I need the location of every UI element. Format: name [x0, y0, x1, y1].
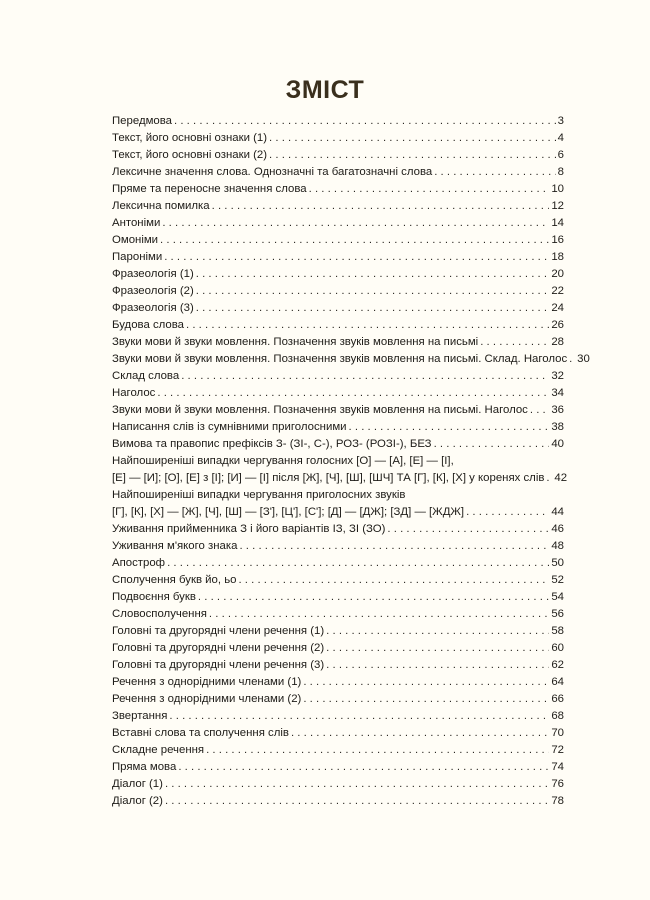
toc-entry-title: Подвоєння букв [112, 591, 196, 603]
toc-entry [112, 657, 564, 674]
dot-leader [157, 385, 549, 402]
dot-leader [165, 776, 549, 793]
toc-entry-title: Вставні слова та сполучення слів [112, 727, 289, 739]
dot-leader [569, 351, 575, 368]
dot-leader [196, 300, 550, 317]
toc-entry-title: Звуки мови й звуки мовлення. Позначення звуків мовлення на письмі. Наголос [112, 404, 528, 416]
toc-entry [112, 640, 564, 657]
dot-leader [309, 181, 550, 198]
toc-entry-page: 62 [551, 659, 564, 671]
toc-entry [112, 351, 590, 368]
toc-entry-title: Пряме та переносне значення слова [112, 183, 307, 195]
toc-entry-page: 72 [551, 744, 564, 756]
dot-leader [196, 266, 550, 283]
toc-entry-title: Звертання [112, 710, 168, 722]
toc-entry [112, 402, 564, 419]
toc-entry [112, 147, 564, 164]
toc-entry [112, 708, 564, 725]
toc-entry-page: 60 [551, 642, 564, 654]
toc-entry [112, 198, 564, 215]
dot-leader [162, 215, 549, 232]
toc-entry-page: 68 [551, 710, 564, 722]
dot-leader [546, 470, 552, 487]
toc-entry-title: Пряма мова [112, 761, 177, 773]
dot-leader [269, 147, 556, 164]
toc-entry [112, 368, 564, 385]
toc-entry-title: Уживання м'якого знака [112, 540, 238, 552]
toc-entry [112, 300, 564, 317]
toc-entry [112, 334, 564, 351]
dot-leader [165, 793, 549, 810]
dot-leader [303, 691, 549, 708]
toc-entry-page: 52 [551, 574, 564, 586]
dot-leader [291, 725, 549, 742]
toc-entry-title: Головні та другорядні члени речення (2) [112, 642, 325, 654]
toc-entry-page: 56 [551, 608, 564, 620]
toc-entry-page: 40 [551, 438, 564, 450]
toc-entry-page: 22 [551, 285, 564, 297]
toc-entry [112, 385, 564, 402]
toc-entry-title: Фразеологія (3) [112, 302, 194, 314]
toc-entry-page: 76 [551, 778, 564, 790]
toc-entry-page: 34 [551, 387, 564, 399]
toc-entry-title: Уживання прийменника З і його варіантів ІЗ, ЗІ (ЗО) [112, 523, 386, 535]
toc-list [112, 113, 590, 810]
dot-leader [326, 640, 549, 657]
toc-entry-page: 8 [557, 166, 564, 178]
toc-entry-page: 18 [551, 251, 564, 263]
toc-entry-page: 36 [551, 404, 564, 416]
toc-entry-page: 14 [551, 217, 564, 229]
toc-entry-title: Омоніми [112, 234, 159, 246]
toc-entry-title: Словосполучення [112, 608, 207, 620]
toc-entry [112, 113, 564, 130]
dot-leader [326, 623, 549, 640]
toc-entry [112, 215, 564, 232]
toc-entry [112, 572, 564, 589]
toc-entry-title: Передмова [112, 115, 173, 127]
toc-entry-title-line: Найпоширеніші випадки чергування приголосних звуків [112, 489, 406, 501]
dot-leader [198, 589, 549, 606]
toc-entry-page: 12 [551, 200, 564, 212]
dot-leader [178, 759, 549, 776]
toc-entry [112, 164, 564, 181]
toc-entry [112, 317, 564, 334]
toc-entry [112, 266, 564, 283]
toc-entry-title-line: [Г], [К], [Х] — [Ж], [Ч], [Ш] — [З'], [Ц'], [С']; [Д] — [ДЖ]; [ЗД] — [ЖДЖ] [112, 506, 465, 518]
toc-entry-page: 66 [551, 693, 564, 705]
toc-entry-page: 24 [551, 302, 564, 314]
toc-entry-page: 48 [551, 540, 564, 552]
dot-leader [434, 164, 555, 181]
toc-entry-title: Лексична помилка [112, 200, 210, 212]
dot-leader [349, 419, 550, 436]
toc-entry-page: 26 [551, 319, 564, 331]
dot-leader [160, 232, 549, 249]
dot-leader [169, 708, 549, 725]
toc-entry [112, 181, 564, 198]
toc-entry-title: Діалог (2) [112, 795, 163, 807]
dot-leader [209, 606, 549, 623]
dot-leader [239, 538, 549, 555]
toc-entry-title: Фразеологія (1) [112, 268, 194, 280]
toc-entry [112, 419, 564, 436]
dot-leader [212, 198, 550, 215]
toc-entry-title: Написання слів із сумнівними приголосними [112, 421, 347, 433]
toc-entry [112, 759, 564, 776]
dot-leader [181, 368, 549, 385]
toc-entry-page: 58 [551, 625, 564, 637]
toc-entry-page: 46 [551, 523, 564, 535]
toc-entry-title: Антоніми [112, 217, 161, 229]
toc-entry [112, 691, 564, 708]
toc-entry-page: 50 [551, 557, 564, 569]
dot-leader [164, 249, 549, 266]
toc-entry-page: 30 [577, 353, 590, 365]
toc-entry-title: Головні та другорядні члени речення (1) [112, 625, 325, 637]
toc-entry-multiline [112, 487, 564, 521]
toc-entry [112, 606, 564, 623]
dot-leader [238, 572, 549, 589]
toc-entry-title: Наголос [112, 387, 156, 399]
toc-entry-title: Пароніми [112, 251, 163, 263]
toc-entry [112, 436, 564, 453]
dot-leader [530, 402, 549, 419]
toc-entry-title: Склад слова [112, 370, 180, 382]
toc-entry-title: Сполучення букв йо, ьо [112, 574, 237, 586]
toc-entry-page: 42 [554, 472, 568, 484]
toc-entry-page: 38 [551, 421, 564, 433]
toc-entry-title-line: Найпоширеніші випадки чергування голосних [О] — [А], [Е] — [І], [112, 455, 454, 467]
toc-entry-page: 78 [551, 795, 564, 807]
toc-entry-title-line: [Е] — [И]; [О], [Е] з [І]; [И] — [І] після [Ж], [Ч], [Ш], [ШЧ] ТА [Г], [К], [Х] у коренях слів [112, 472, 545, 484]
toc-entry-page: 74 [551, 761, 564, 773]
toc-entry [112, 589, 564, 606]
toc-entry [112, 521, 564, 538]
toc-entry-page: 16 [551, 234, 564, 246]
toc-entry [112, 538, 564, 555]
toc-entry-page: 64 [551, 676, 564, 688]
toc-entry-page: 44 [551, 506, 564, 518]
toc-entry [112, 793, 564, 810]
toc-entry-title: Речення з однорідними членами (2) [112, 693, 302, 705]
toc-entry-title: Складне речення [112, 744, 205, 756]
dot-leader [174, 113, 556, 130]
toc-entry-title: Головні та другорядні члени речення (3) [112, 659, 325, 671]
toc-entry [112, 742, 564, 759]
toc-entry-title: Звуки мови й звуки мовлення. Позначення звуків мовлення на письмі. Склад. Наголос [112, 353, 568, 365]
toc-entry-title: Речення з однорідними членами (1) [112, 676, 302, 688]
dot-leader [269, 130, 556, 147]
toc-entry-page: 54 [551, 591, 564, 603]
dot-leader [186, 317, 549, 334]
toc-entry [112, 623, 564, 640]
toc-entry [112, 776, 564, 793]
toc-entry-title: Діалог (1) [112, 778, 163, 790]
dot-leader [196, 283, 550, 300]
page-title: ЗМІСТ [285, 76, 365, 104]
toc-entry [112, 725, 564, 742]
dot-leader [206, 742, 549, 759]
toc-entry [112, 283, 564, 300]
dot-leader [387, 521, 549, 538]
dot-leader [303, 674, 549, 691]
toc-entry-page: 6 [557, 149, 564, 161]
dot-leader [326, 657, 549, 674]
toc-entry-title: Вимова та правопис префіксів З- (ЗІ-, С-), РОЗ- (РОЗІ-), БЕЗ [112, 438, 432, 450]
dot-leader [480, 334, 549, 351]
toc-entry-title: Текст, його основні ознаки (1) [112, 132, 268, 144]
toc-entry-page: 3 [557, 115, 564, 127]
toc-entry [112, 130, 564, 147]
toc-entry-multiline [112, 453, 568, 487]
dot-leader [434, 436, 550, 453]
toc-entry-title: Лексичне значення слова. Однозначні та багатозначні слова [112, 166, 433, 178]
dot-leader [466, 504, 549, 521]
toc-entry-title: Будова слова [112, 319, 185, 331]
toc-entry-page: 4 [557, 132, 564, 144]
toc-entry-title: Фразеологія (2) [112, 285, 194, 297]
toc-entry [112, 232, 564, 249]
toc-entry-title: Апостроф [112, 557, 166, 569]
toc-entry [112, 249, 564, 266]
toc-entry-page: 10 [551, 183, 564, 195]
toc-entry [112, 674, 564, 691]
dot-leader [167, 555, 549, 572]
toc-entry-title: Звуки мови й звуки мовлення. Позначення звуків мовлення на письмі [112, 336, 479, 348]
toc-entry-title: Текст, його основні ознаки (2) [112, 149, 268, 161]
toc-entry-page: 28 [551, 336, 564, 348]
toc-entry-page: 70 [551, 727, 564, 739]
toc-entry-page: 32 [551, 370, 564, 382]
toc-entry [112, 555, 564, 572]
toc-entry-page: 20 [551, 268, 564, 280]
